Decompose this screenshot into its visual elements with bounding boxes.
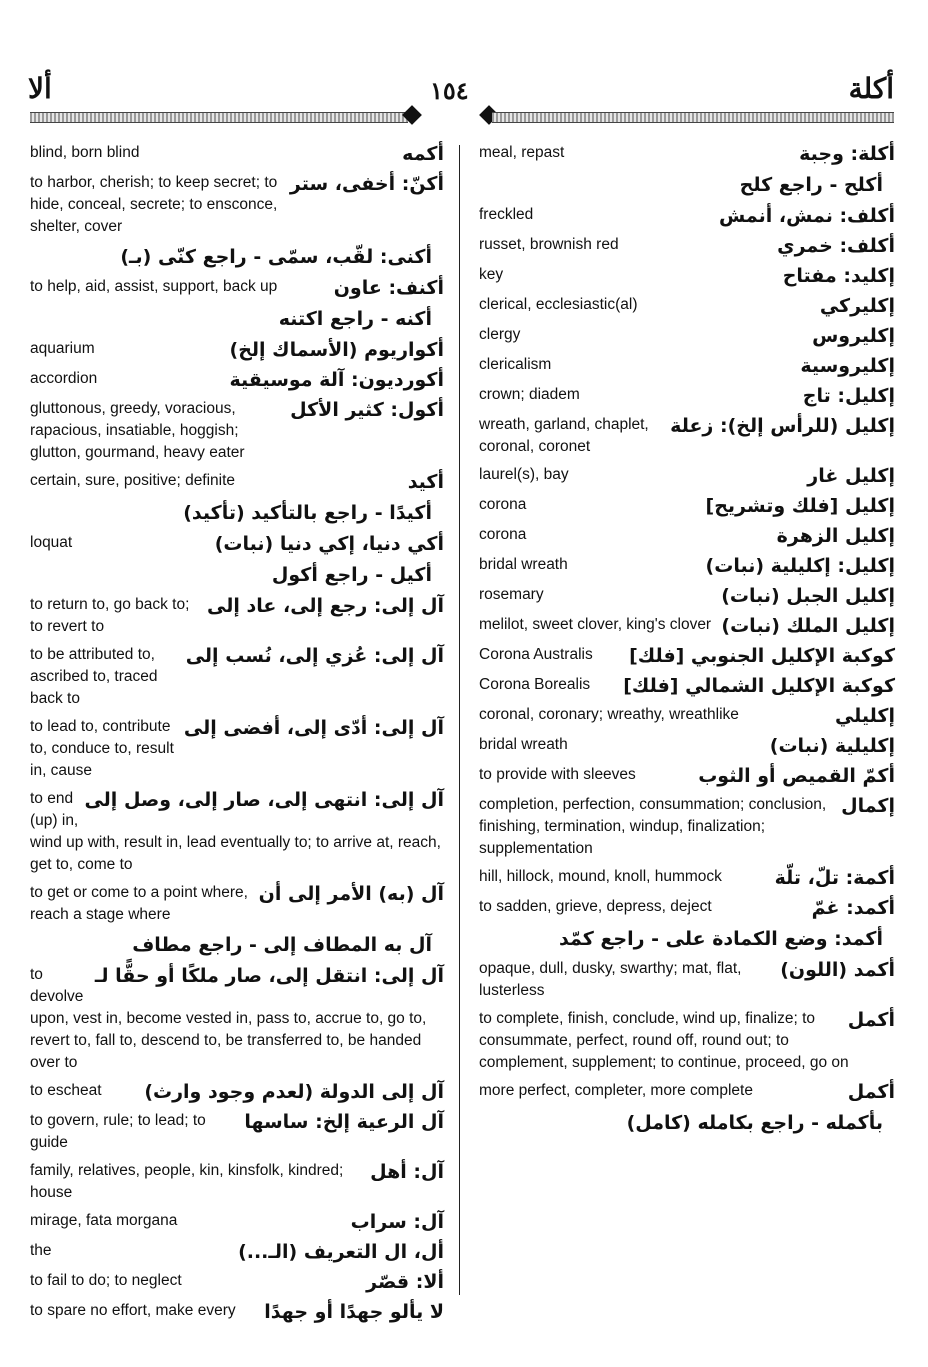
arabic-headword: ألا: قصّر xyxy=(366,1271,444,1293)
english-definition: to get or come to a point where, reach a stage where xyxy=(30,884,248,923)
english-definition: laurel(s), bay xyxy=(479,466,569,483)
dictionary-entry xyxy=(30,562,444,588)
arabic-headword: آل إلى: أدّى إلى، أفضى إلى xyxy=(183,717,444,739)
dictionary-entry xyxy=(479,414,895,458)
arabic-headword: أكلة: وجبة xyxy=(799,143,895,165)
dictionary-entry xyxy=(479,142,895,166)
arabic-headword: آل إلى الدولة (لعدم وجود وارث) xyxy=(144,1081,444,1103)
dictionary-entry xyxy=(479,734,895,758)
dictionary-entry xyxy=(479,464,895,488)
dictionary-entry xyxy=(479,1008,895,1074)
dictionary-entry xyxy=(479,384,895,408)
dictionary-entry xyxy=(30,594,444,638)
dictionary-entry xyxy=(30,1160,444,1204)
english-definition: accordion xyxy=(30,370,98,387)
arabic-headword: إكليل [فلك وتشريح] xyxy=(705,495,895,517)
dictionary-entry xyxy=(30,244,444,270)
english-definition: meal, repast xyxy=(479,144,565,161)
dictionary-entry xyxy=(30,172,444,238)
english-definition: more perfect, completer, more complete xyxy=(479,1082,753,1099)
arabic-headword: أكمّ القميص أو الثوب xyxy=(698,765,895,787)
arabic-headword: آل الرعية إلخ: ساسها xyxy=(244,1111,444,1133)
arabic-headword: آل: سراب xyxy=(350,1211,444,1233)
dictionary-entry xyxy=(30,932,444,958)
arabic-headword: أكمه xyxy=(402,143,444,165)
english-definition: to provide with sleeves xyxy=(479,766,636,783)
english-definition: clergy xyxy=(479,326,521,343)
english-definition: to complete, finish, conclude, wind up, finalize; to consummate, perfect, round off, round out; to complement, supplement; to continue, proceed, go on xyxy=(479,1010,849,1071)
dictionary-entry xyxy=(479,294,895,318)
english-definition: Corona Australis xyxy=(479,646,593,663)
dictionary-entry xyxy=(479,172,895,198)
dictionary-entry xyxy=(30,1300,444,1324)
arabic-cross-reference: أكلح - راجع كلح xyxy=(739,174,883,196)
dictionary-entry xyxy=(479,1110,895,1136)
english-definition: melilot, sweet clover, king's clover xyxy=(479,616,712,633)
english-definition: to help, aid, assist, support, back up xyxy=(30,278,278,295)
english-definition: wreath, garland, chaplet, coronal, coronet xyxy=(479,416,649,455)
dictionary-entry xyxy=(479,264,895,288)
dictionary-entry xyxy=(479,644,895,668)
dictionary-entry xyxy=(30,882,444,926)
arabic-headword: أكلف: خمري xyxy=(777,235,895,257)
arabic-headword: أكمد: غمّ xyxy=(811,897,895,919)
english-definition: to fail to do; to neglect xyxy=(30,1272,182,1289)
english-definition: to devolve upon, vest in, become vested in, pass to, accrue to, go to, revert to, fall to, descend to, be transferred to, be handed over to xyxy=(30,966,427,1071)
dictionary-entry xyxy=(30,1240,444,1264)
arabic-headword: إكليل الزهرة xyxy=(776,525,895,547)
arabic-cross-reference: أكنه - راجع اكتنه xyxy=(278,308,432,330)
dictionary-entry xyxy=(479,354,895,378)
dictionary-entry xyxy=(479,926,895,952)
english-definition: rosemary xyxy=(479,586,544,603)
english-definition: to harbor, cherish; to keep secret; to hide, conceal, secrete; to ensconce, shelter, cover xyxy=(30,174,278,235)
english-definition: hill, hillock, mound, knoll, hummock xyxy=(479,868,722,885)
dictionary-entry xyxy=(30,644,444,710)
dictionary-entry xyxy=(479,1080,895,1104)
english-definition: aquarium xyxy=(30,340,95,357)
arabic-headword: إكليل غار xyxy=(807,465,895,487)
dictionary-entry xyxy=(30,368,444,392)
arabic-headword: أكيد xyxy=(407,471,444,493)
dictionary-entry xyxy=(479,866,895,890)
arabic-headword: أكمل xyxy=(847,1009,895,1031)
dictionary-entry xyxy=(30,964,444,1074)
dictionary-entry xyxy=(30,470,444,494)
dictionary-entry xyxy=(479,554,895,578)
dictionary-entry xyxy=(479,896,895,920)
arabic-headword: إكليلية (نبات) xyxy=(769,735,895,757)
english-definition: loquat xyxy=(30,534,73,551)
arabic-headword: إكليروسية xyxy=(800,355,895,377)
dictionary-entry xyxy=(479,794,895,860)
arabic-headword: لا يألو جهدًا أو جهدًا xyxy=(264,1301,444,1323)
arabic-headword: آل (به) الأمر إلى أن xyxy=(258,883,444,905)
dictionary-entry xyxy=(479,584,895,608)
arabic-headword: أكي دنيا، إكي دنيا (نبات) xyxy=(214,533,444,555)
arabic-cross-reference: آل به المطاف إلى - راجع مطاف xyxy=(132,934,432,956)
dictionary-entry xyxy=(30,1110,444,1154)
dictionary-entry xyxy=(30,142,444,166)
arabic-headword: آل إلى: انتقل إلى، صار ملكًا أو حقًّا لـ xyxy=(94,965,444,987)
arabic-headword: أكواريوم (الأسماك إلخ) xyxy=(229,339,444,361)
english-definition: clericalism xyxy=(479,356,552,373)
arabic-headword: إكليروس xyxy=(812,325,895,347)
arabic-headword: أكنّ: أخفى، ستر xyxy=(289,173,444,195)
english-definition: corona xyxy=(479,526,527,543)
arabic-headword: أل، ال التعريف (الـ...) xyxy=(238,1241,444,1263)
dictionary-entry xyxy=(30,276,444,300)
arabic-cross-reference: أكمد: وضع الكمادة على - راجع كمّد xyxy=(559,928,883,950)
arabic-headword: آل إلى: انتهى إلى، صار إلى، وصل إلى xyxy=(84,789,444,811)
english-definition: to return to, go back to; to revert to xyxy=(30,596,190,635)
arabic-headword: أكول: كثير الأكل xyxy=(290,399,444,421)
english-definition: blind, born blind xyxy=(30,144,140,161)
english-definition: to end (up) in, wind up with, result in, lead eventually to; to arrive at, reach, get to, come to xyxy=(30,790,441,873)
arabic-headword: إكليلي xyxy=(834,705,895,727)
english-definition: clerical, ecclesiastic(al) xyxy=(479,296,638,313)
english-definition: Corona Borealis xyxy=(479,676,591,693)
dictionary-entry xyxy=(30,716,444,782)
english-definition: to sadden, grieve, depress, deject xyxy=(479,898,712,915)
arabic-headword: أكنف: عاون xyxy=(333,277,444,299)
english-definition: to escheat xyxy=(30,1082,102,1099)
header-left-word: ألا xyxy=(28,72,52,105)
dictionary-entry xyxy=(479,494,895,518)
header-rule-left xyxy=(30,112,408,123)
dictionary-entry xyxy=(30,500,444,526)
dictionary-entry xyxy=(30,1270,444,1294)
english-definition: corona xyxy=(479,496,527,513)
arabic-headword: أكلف: نمش، أنمش xyxy=(719,205,895,227)
header-rule-right xyxy=(492,112,894,123)
arabic-headword: آل: أهل xyxy=(370,1161,444,1183)
dictionary-entry xyxy=(30,1080,444,1104)
english-definition: coronal, coronary; wreathy, wreathlike xyxy=(479,706,739,723)
english-definition: mirage, fata morgana xyxy=(30,1212,178,1229)
english-definition: gluttonous, greedy, voracious, rapacious, insatiable, hoggish; glutton, gourmand, heavy eater xyxy=(30,400,245,461)
arabic-headword: أكمل xyxy=(847,1081,895,1103)
english-definition: freckled xyxy=(479,206,534,223)
arabic-headword: إكليركي xyxy=(819,295,895,317)
arabic-cross-reference: بأكمله - راجع بكامله (كامل) xyxy=(626,1112,883,1134)
arabic-headword: أكمة: تلّ، تلّة xyxy=(774,867,895,889)
arabic-headword: أكمد (اللون) xyxy=(780,959,895,981)
page-number: ١٥٤ xyxy=(430,76,469,105)
dictionary-entry xyxy=(479,764,895,788)
dictionary-entry xyxy=(479,958,895,1002)
english-definition: certain, sure, positive; definite xyxy=(30,472,236,489)
english-definition: to spare no effort, make every xyxy=(30,1302,236,1319)
dictionary-entry xyxy=(30,398,444,464)
arabic-headword: إكليل الملك (نبات) xyxy=(721,615,895,637)
arabic-cross-reference: أكيل - راجع أكول xyxy=(271,564,432,586)
arabic-headword: إكمال xyxy=(841,795,895,817)
english-definition: bridal wreath xyxy=(479,736,568,753)
english-definition: opaque, dull, dusky, swarthy; mat, flat, lusterless xyxy=(479,960,742,999)
right-column xyxy=(479,142,895,1142)
arabic-headword: إكليل (للرأس إلخ): زعلة xyxy=(670,415,895,437)
english-definition: family, relatives, people, kin, kinsfolk, kindred; house xyxy=(30,1162,344,1201)
english-definition: to be attributed to, ascribed to, traced back to xyxy=(30,646,158,707)
dictionary-entry xyxy=(479,674,895,698)
arabic-headword: أكورديون: آلة موسيقية xyxy=(229,369,444,391)
dictionary-entry xyxy=(30,532,444,556)
dictionary-entry xyxy=(30,788,444,876)
dictionary-entry xyxy=(479,614,895,638)
english-definition: bridal wreath xyxy=(479,556,568,573)
english-definition: russet, brownish red xyxy=(479,236,619,253)
dictionary-entry xyxy=(479,324,895,348)
english-definition: crown; diadem xyxy=(479,386,580,403)
arabic-headword: إكليل: إكليلية (نبات) xyxy=(705,555,895,577)
left-column xyxy=(30,142,444,1330)
english-definition: the xyxy=(30,1242,52,1259)
arabic-headword: إكليد: مفتاح xyxy=(782,265,895,287)
arabic-headword: كوكبة الإكليل الشمالي [فلك] xyxy=(623,675,895,697)
arabic-headword: إكليل الجبل (نبات) xyxy=(721,585,895,607)
dictionary-entry xyxy=(479,204,895,228)
arabic-headword: آل إلى: عُزي إلى، نُسب إلى xyxy=(185,645,444,667)
dictionary-entry xyxy=(30,338,444,362)
dictionary-entry xyxy=(479,704,895,728)
dictionary-entry xyxy=(30,1210,444,1234)
english-definition: to govern, rule; to lead; to guide xyxy=(30,1112,206,1151)
dictionary-entry xyxy=(479,234,895,258)
column-divider xyxy=(459,145,460,1295)
english-definition: completion, perfection, consummation; conclusion, finishing, termination, windup, finalization; supplementation xyxy=(479,796,827,857)
arabic-headword: إكليل: تاج xyxy=(802,385,895,407)
dictionary-entry xyxy=(479,524,895,548)
header-right-word: أكلة xyxy=(848,72,894,105)
english-definition: to lead to, contribute to, conduce to, result in, cause xyxy=(30,718,174,779)
dictionary-entry xyxy=(30,306,444,332)
arabic-headword: كوكبة الإكليل الجنوبي [فلك] xyxy=(629,645,895,667)
arabic-headword: آل إلى: رجع إلى، عاد إلى xyxy=(207,595,444,617)
arabic-cross-reference: أكيدًا - راجع بالتأكيد (تأكيد) xyxy=(183,502,432,524)
english-definition: key xyxy=(479,266,504,283)
arabic-cross-reference: أكنى: لقّب، سمّى - راجع كنّى (بـ) xyxy=(120,246,432,268)
